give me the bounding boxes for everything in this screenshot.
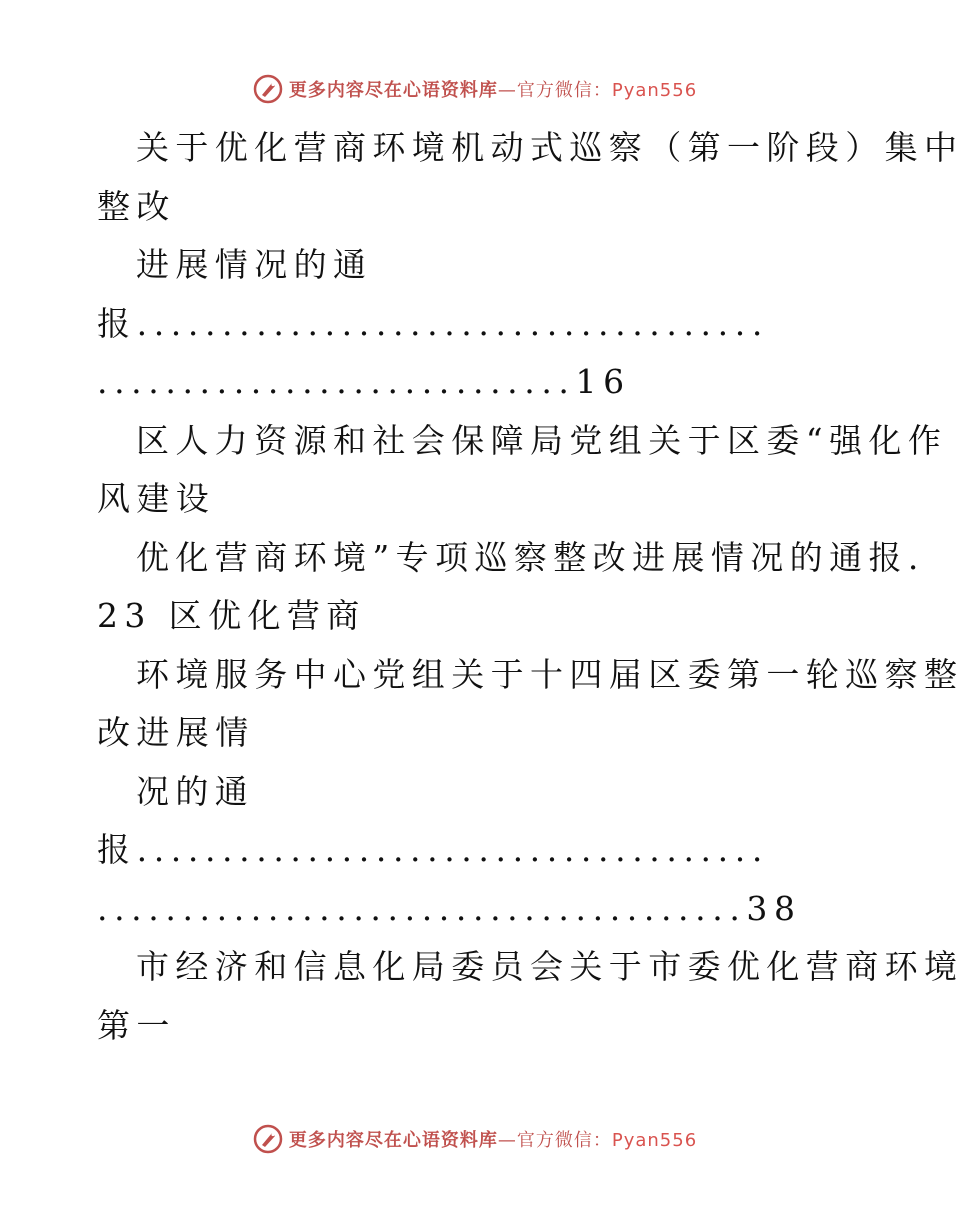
toc-line: 23 区优化营商 (97, 596, 366, 635)
header-banner (0, 72, 950, 106)
toc-page-number-line: ......................................38 (97, 888, 802, 928)
pen-nib-logo-icon (253, 74, 283, 104)
toc-content (97, 119, 963, 1055)
toc-line: 区人力资源和社会保障局党组关于区委“强化作 (136, 420, 948, 460)
toc-line: 改进展情 (97, 713, 255, 752)
toc-line: 优化营商环境”专项巡察整改进展情况的通报. (136, 537, 925, 577)
banner-text: 更多内容尽在心语资料库—官方微信：Pyan556 (288, 1130, 698, 1151)
toc-line: 整改 (97, 186, 176, 226)
toc-page-number-line: ............................16 (97, 362, 631, 401)
toc-line: 关于优化营商环境机动式巡察（第一阶段）集中 (136, 128, 963, 167)
toc-line: 风建设 (97, 479, 216, 518)
banner-text: 更多内容尽在心语资料库—官方微信：Pyan556 (288, 80, 698, 101)
toc-line: 市经济和信息化局委员会关于市委优化营商环境 (136, 947, 963, 986)
toc-line: 进展情况的通 (136, 245, 373, 284)
footer-banner (0, 1122, 950, 1156)
toc-line: 环境服务中心党组关于十四届区委第一轮巡察整 (136, 654, 963, 694)
toc-line: 第一 (97, 1005, 176, 1045)
pen-nib-logo-icon (253, 1124, 283, 1154)
toc-line: 况的通 (136, 771, 255, 811)
toc-leader-line: 报..................................... (97, 830, 769, 869)
toc-leader-line: 报..................................... (97, 303, 769, 343)
